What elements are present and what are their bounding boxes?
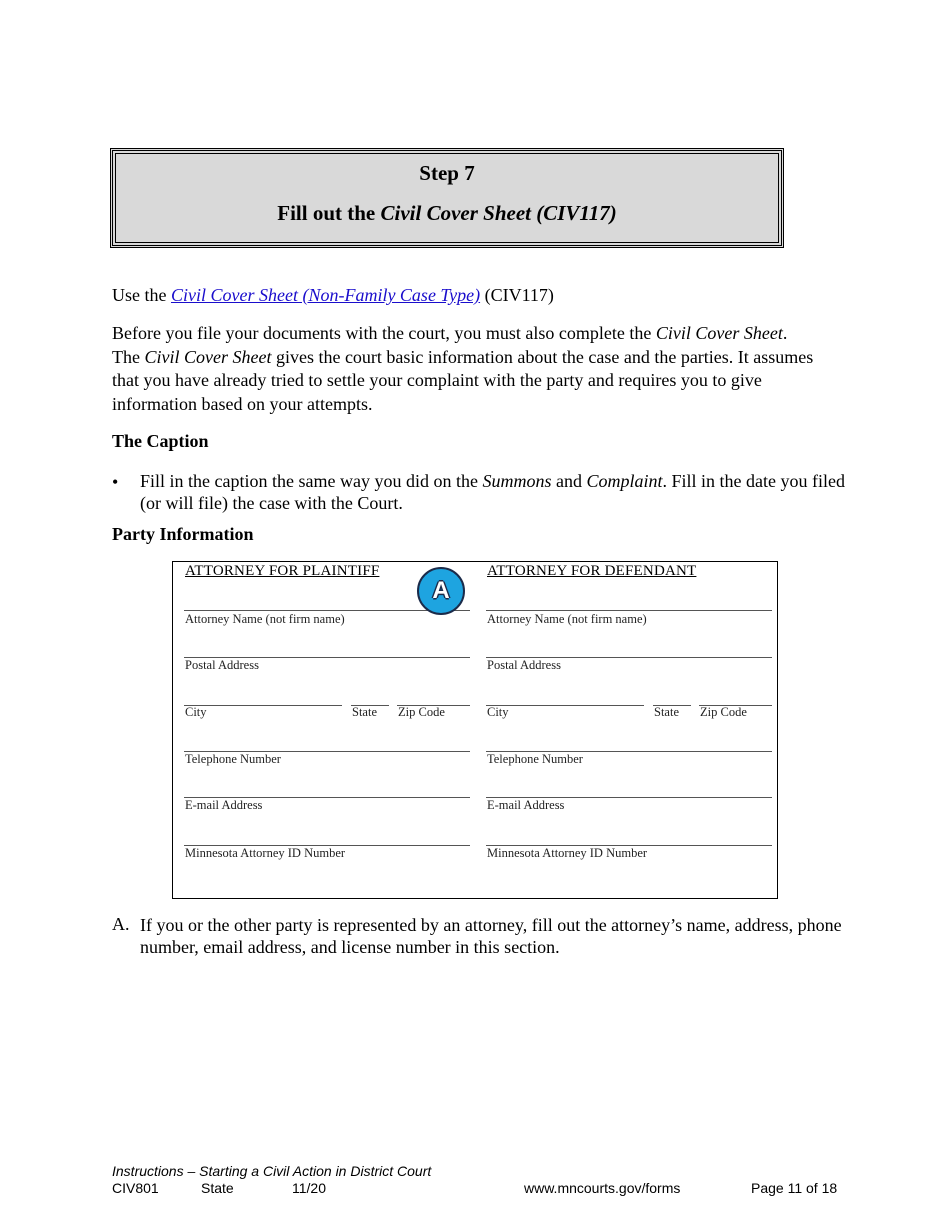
step-subtitle-italic: Civil Cover Sheet (CIV117) <box>380 201 617 225</box>
defendant-city-label: City <box>487 705 509 719</box>
step-title: Step 7 <box>419 161 475 185</box>
caption-heading: The Caption <box>112 431 209 451</box>
plaintiff-name-label: Attorney Name (not firm name) <box>185 612 345 626</box>
plaintiff-city-label: City <box>185 705 207 719</box>
civil-cover-sheet-link[interactable]: Civil Cover Sheet (Non-Family Case Type) <box>170 285 481 305</box>
defendant-city-line <box>486 705 644 706</box>
party-info-heading: Party Information <box>112 524 254 544</box>
plaintiff-email-label: E-mail Address <box>185 798 263 812</box>
footer-state: State <box>201 1180 234 1196</box>
footer-date: 11/20 <box>292 1180 326 1196</box>
para-italic-2: Civil Cover Sheet <box>144 346 272 367</box>
para-text-2: . <box>782 323 788 343</box>
plaintiff-state-label: State <box>352 705 377 719</box>
defendant-name-label: Attorney Name (not firm name) <box>487 612 647 626</box>
plaintiff-phone-label: Telephone Number <box>185 752 281 766</box>
callout-a-badge-icon <box>417 567 465 615</box>
defendant-zip-label: Zip Code <box>700 705 747 719</box>
defendant-state-label: State <box>654 705 679 719</box>
intro-line <box>112 284 554 308</box>
footer-website-link[interactable]: www.mncourts.gov/forms <box>524 1180 681 1196</box>
note-letter: A. <box>112 914 130 934</box>
plaintiff-attorney-header: ATTORNEY FOR PLAINTIFF <box>185 563 380 579</box>
para-text-1: Before you file your documents with the court, you must also complete the <box>112 323 656 343</box>
footer-page-number: Page 11 of 18 <box>751 1180 838 1196</box>
intro-prefix: Use the <box>112 285 171 305</box>
footer-title: Instructions – Starting a Civil Action in District Court <box>112 1163 432 1179</box>
intro-suffix: (CIV117) <box>480 285 554 305</box>
plaintiff-address-label: Postal Address <box>185 658 259 672</box>
step-subtitle <box>113 201 781 226</box>
para-italic-1: Civil Cover Sheet <box>655 323 783 343</box>
caption-italic-complaint: Complaint <box>586 471 663 491</box>
step-subtitle-plain: Fill out the <box>277 201 381 225</box>
para-text-3: The <box>112 346 145 367</box>
callout-a-letter: A <box>432 577 450 604</box>
plaintiff-zip-label: Zip Code <box>398 705 445 719</box>
caption-text-3: . Fill in the date you filed (or will file) the case with the Court. <box>140 471 845 513</box>
para-text-4: gives the court basic information about the case and the parties. It assumes that you have already tried to settle your complaint with the party and requires you to give information based on your attempts. <box>112 346 814 414</box>
caption-bullet-text <box>140 470 850 514</box>
step-header-box <box>110 148 784 248</box>
plaintiff-mnid-label: Minnesota Attorney ID Number <box>185 846 346 860</box>
defendant-name-line <box>486 610 772 611</box>
footer-form-number: CIV801 <box>112 1180 159 1196</box>
caption-italic-summons: Summons <box>482 471 552 491</box>
defendant-email-label: E-mail Address <box>487 798 565 812</box>
defendant-mnid-label: Minnesota Attorney ID Number <box>487 846 648 860</box>
plaintiff-city-line <box>184 705 342 706</box>
defendant-phone-label: Telephone Number <box>487 752 583 766</box>
defendant-attorney-header: ATTORNEY FOR DEFENDANT <box>487 563 697 579</box>
defendant-address-label: Postal Address <box>487 658 561 672</box>
caption-text-1: Fill in the caption the same way you did on the <box>140 471 483 491</box>
bullet-icon: • <box>112 472 119 492</box>
note-text: If you or the other party is represented by an attorney, fill out the attorney’s name, address, phone number, email address, and license number in this section. <box>140 915 842 957</box>
caption-text-2: and <box>551 471 587 491</box>
intro-paragraph <box>112 322 842 416</box>
